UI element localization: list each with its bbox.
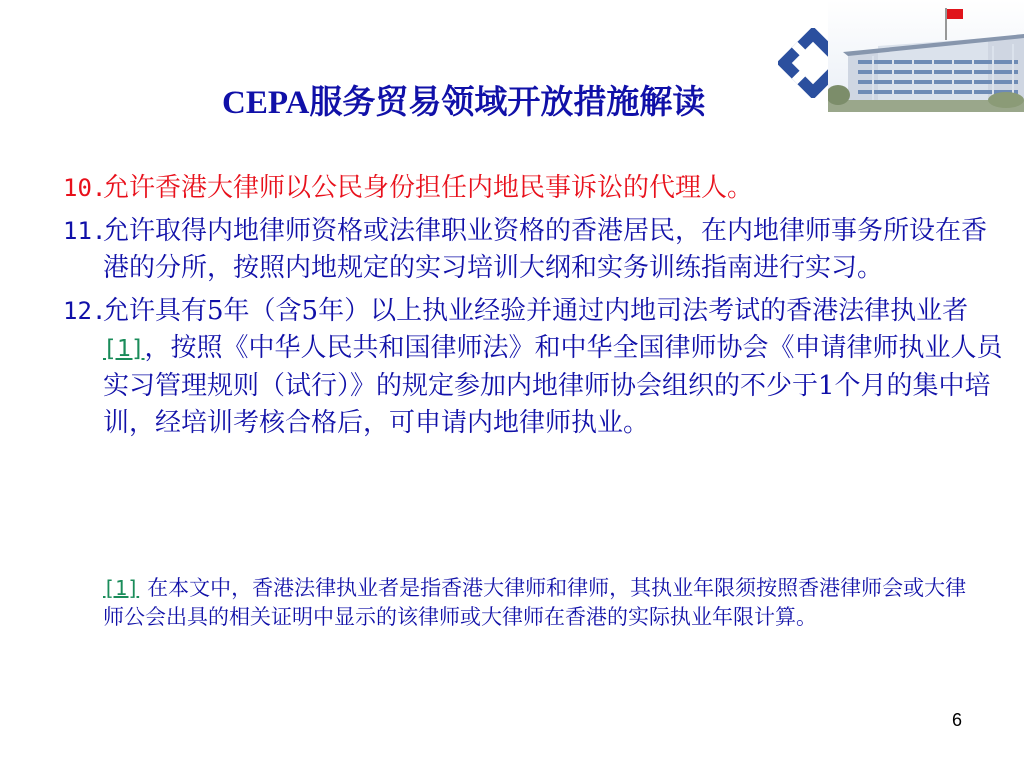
list-item-12 — [63, 293, 1003, 442]
item-number: 11. — [63, 217, 107, 245]
footnote-backref-link[interactable]: [1] — [103, 576, 140, 600]
item-text: 允许取得内地律师资格或法律职业资格的香港居民，在内地律师事务所设在香港的分所，按照内地规定的实习培训大纲和实务训练指南进行实习。 — [103, 216, 988, 283]
footnote-text: 在本文中，香港法律执业者是指香港大律师和律师，其执业年限须按照香港律师会或大律师公会出具的相关证明中显示的该律师或大律师在香港的实际执业年限计算。 — [103, 576, 967, 629]
footnote-ref-link[interactable]: [1] — [103, 336, 145, 362]
footnote — [103, 574, 973, 632]
list-item-10 — [63, 170, 1003, 207]
item-text-before-ref: 允许具有5年（含5年）以上执业经验并通过内地司法考试的香港法律执业者 — [103, 296, 969, 326]
title-latin: CEPA — [222, 85, 310, 121]
item-text-after-ref: ，按照《中华人民共和国律师法》和中华全国律师协会《申请律师执业人员实习管理规则（试行）》的规定参加内地律师协会组织的不少于1个月的集中培训，经培训考核合格后，可申请内地律师执业。 — [103, 333, 1003, 438]
item-number: 10. — [63, 174, 107, 202]
item-text: 允许香港大律师以公民身份担任内地民事诉讼的代理人。 — [103, 173, 754, 203]
slide-body — [63, 170, 1003, 448]
government-building-photo — [828, 0, 1024, 112]
list-item-11 — [63, 213, 1003, 287]
item-number: 12. — [63, 297, 107, 325]
title-chinese: 服务贸易领域开放措施解读 — [309, 82, 706, 121]
page-number: 6 — [952, 710, 963, 730]
item-text — [103, 293, 1003, 442]
slide-title — [222, 76, 705, 123]
